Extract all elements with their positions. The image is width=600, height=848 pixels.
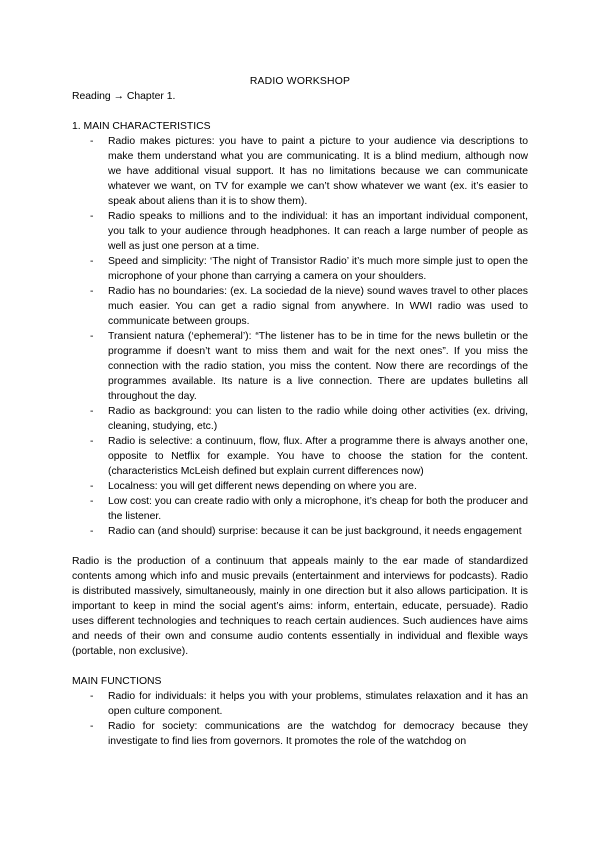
section-heading-main-characteristics: 1. MAIN CHARACTERISTICS xyxy=(72,121,211,132)
list-item: - Radio for individuals: it helps you with your problems, stimulates relaxation and it has an open culture component. xyxy=(72,689,528,719)
reading-reference: Reading → Chapter 1. xyxy=(72,91,176,102)
document-page xyxy=(72,74,528,749)
list-item: - Localness: you will get different news depending on where you are. xyxy=(72,479,528,494)
list-item: - Radio speaks to millions and to the individual: it has an important individual component, you talk to your audience through headphones. It can reach a large number of people as well as just one person at a time. xyxy=(72,209,528,254)
definition-paragraph: Radio is the production of a continuum that appeals mainly to the ear made of standardized contents among which info and music prevails (entertainment and interviews for podcasts). Radio is distributed massively, simultaneously, mainly in one direction but it also allows participation. It is important to keep in mind the social agent’s aims: inform, entertain, educate, persuade). Radio uses different technologies and techniques to reach certain audiences. Such audiences have aims and needs of their own and consume audio contents essentially in individual and flexible ways (portable, non exclusive). xyxy=(72,556,528,657)
list-item: - Radio makes pictures: you have to paint a picture to your audience via descriptions to make them understand what you are communicating. It is a blind medium, although now we have additional visual support. It has no limitations because we can communicate whatever we want, on TV for example we can’t show whatever we want (ex. it’s easier to speak about aliens than it is to show them). xyxy=(72,134,528,209)
list-item: - Speed and simplicity: ‘The night of Transistor Radio’ it’s much more simple just to open the microphone of your phone than carrying a camera on your shoulders. xyxy=(72,254,528,284)
list-item: - Radio is selective: a continuum, flow, flux. After a programme there is always another one, opposite to Netflix for example. You have to choose the station for the content. (characteristics McLeish defined but explain current differences now) xyxy=(72,434,528,479)
list-item: - Radio as background: you can listen to the radio while doing other activities (ex. driving, cleaning, studying, etc.) xyxy=(72,404,528,434)
document-title: RADIO WORKSHOP xyxy=(249,76,351,87)
list-item: - Radio has no boundaries: (ex. La sociedad de la nieve) sound waves travel to other places much easier. You can get a radio signal from anywhere. In WWI radio was used to communicate between groups. xyxy=(72,284,528,329)
list-item: - Radio for society: communications are the watchdog for democracy because they investigate to find lies from governors. It promotes the role of the watchdog on xyxy=(72,719,528,749)
list-item: - Transient natura (‘ephemeral’): “The listener has to be in time for the news bulletin or the programme if doesn’t want to miss them and wait for the next ones”. If you miss the connection with the radio station, you miss the content. Now there are recordings of the programmes available. Its nature is a live connection. There are updates bulletins all throughout the day. xyxy=(72,329,528,404)
characteristics-list xyxy=(72,134,528,539)
functions-list xyxy=(72,689,528,749)
list-item: - Radio can (and should) surprise: because it can be just background, it needs engagement xyxy=(72,524,528,539)
section-heading-main-functions: MAIN FUNCTIONS xyxy=(72,676,162,687)
list-item: - Low cost: you can create radio with only a microphone, it’s cheap for both the producer and the listener. xyxy=(72,494,528,524)
